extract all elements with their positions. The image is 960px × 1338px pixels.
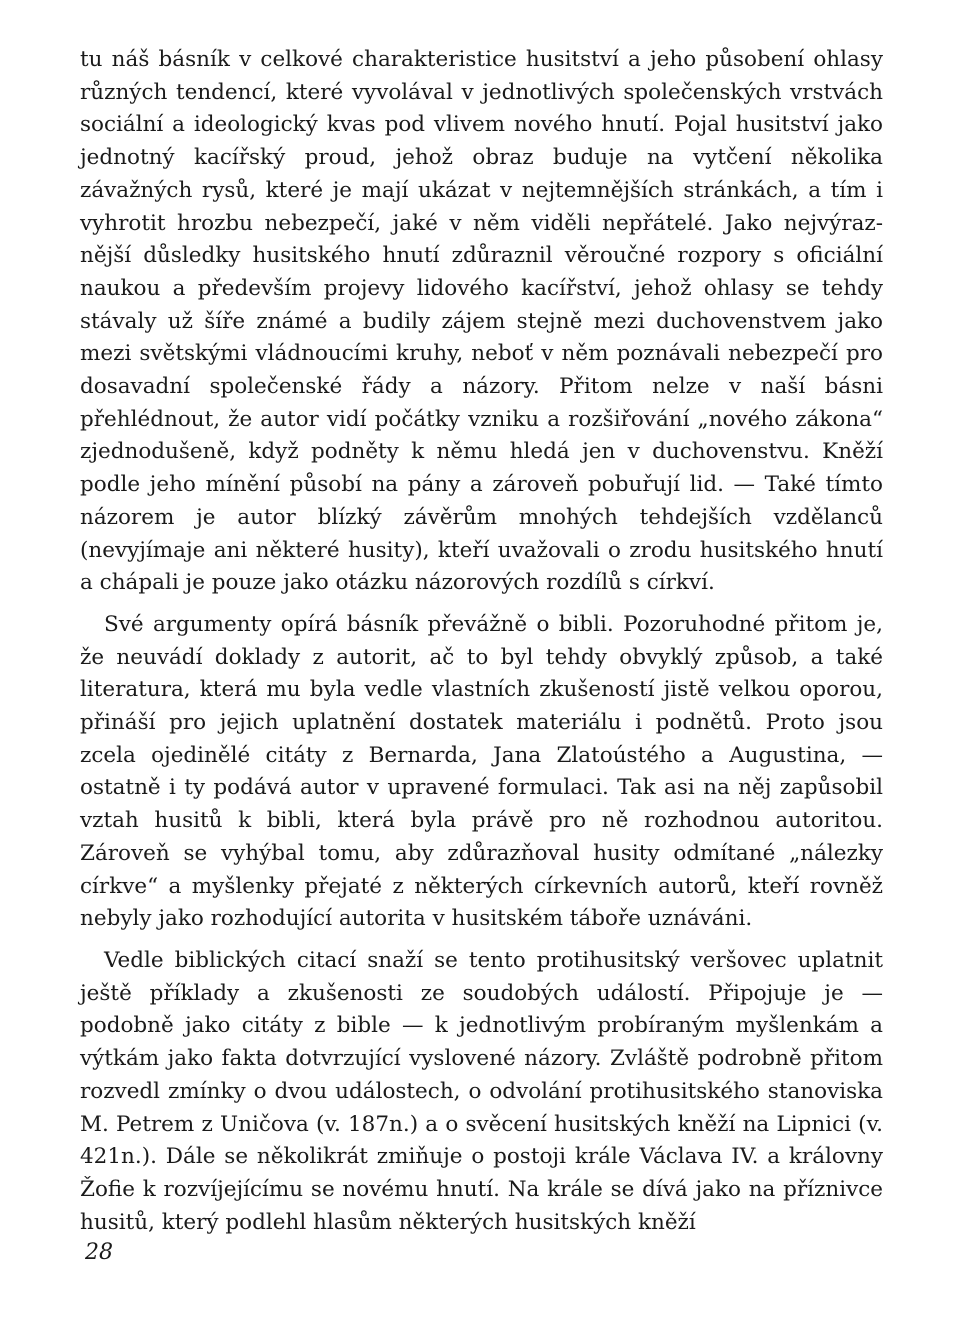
page-number: 28 <box>85 1240 113 1265</box>
paragraph-2: Své argumenty opírá básník převážně o bibli. Pozoruhodné přitom je, že neuvádí doklady z autorit, ač to byl tehdy obvyklý způsob, a také literatura, která mu byla vedle vlastních zkušeností jistě velkou oporou, přináší pro jejich uplatnění dostatek materiálu i podnětů. Proto jsou zcela ojedinělé citáty z Bernarda, Jana Zlatoústého a Augustina, — ostatně i ty podává autor v upravené formulaci. Tak asi na něj zapůsobil vztah husitů k bibli, která byla právě pro ně rozhodnou autoritou. Zároveň se vyhýbal tomu, aby zdůrazňoval husity odmítané „nálezky církve“ a myšlenky přejaté z některých církevních autorů, kteří rovněž nebyly jako rozhodující autorita v husitském táboře uznáváni. <box>80 611 883 932</box>
paragraph-1: tu náš básník v celkové charakteristice husitství a jeho působení ohlasy různých tendencí, které vyvolával v jednotlivých společenských vrstvách sociální a ideologický kvas pod vlivem nového hnutí. Pojal husitství jako jednotný kacířský proud, jehož obraz buduje na vytčení několika závažných rysů, které je mají ukázat v nejtemnějších stránkách, a tím i vyhrotit hrozbu nebezpečí, jaké v něm viděli nepřátelé. Jako nejvýraznější důsledky husitského hnutí zdůraznil věroučné rozpory s oficiální naukou a především projevy lidového kacířství, jehož ohlasy se tehdy stávaly už šíře známé a budily zájem stejně mezi duchovenstvem jako mezi světskými vládnoucími kruhy, neboť v něm poznávali nebezpečí pro dosavadní společenské řády a názory. Přitom nelze v naší básni přehlédnout, že autor vidí počátky vzniku a rozšiřování „nového zákona“ zjednodušeně, když podněty k němu hledá jen v duchovenstvu. Kněží podle jeho mínění působí na pány a zároveň pobuřují lid. — Také tímto názorem je autor blízký závěrům mnohých tehdejších vzdělanců (nevyjímaje ani některé husity), kteří uvažovali o zrodu husitského hnutí a chápali je pouze jako otázku názorových rozdílů s církví. <box>80 47 883 596</box>
page-body <box>80 44 883 1239</box>
paragraph-3: Vedle biblických citací snaží se tento protihusitský veršovec uplatnit ještě příklady a zkušenosti ze soudobých událostí. Připojuje je — podobně jako citáty z bible — k jednotlivým probíraným myšlenkám a výtkám jako fakta dotvrzující vyslovené názory. Zvláště podrobně přitom rozvedl zmínky o dvou událostech, o odvolání protihusitského stanoviska M. Petrem z Uničova (v. 187n.) a o svěcení husitských kněží na Lipnici (v. 421n.). Dále se několikrát zmiňuje o postoji krále Václava IV. a královny Žofie k rozvíjejícímu se novému hnutí. Na krále se dívá jako na příznivce husitů, který podlehl hlasům některých husitských kněží <box>80 947 883 1235</box>
